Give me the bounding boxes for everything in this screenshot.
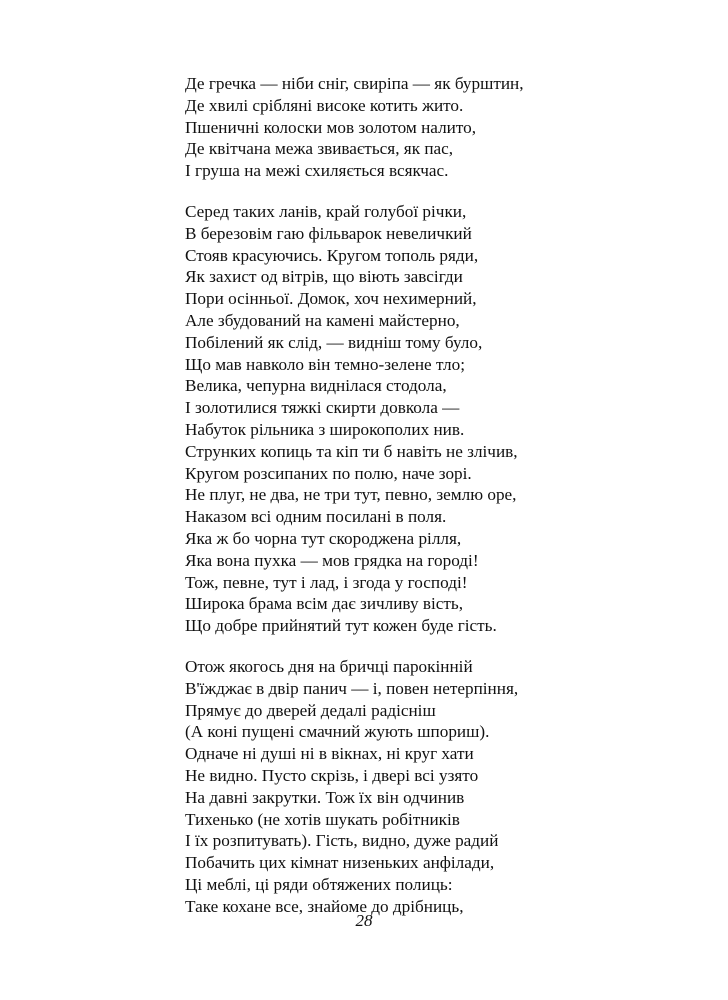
verse-line: Пшеничні колоски мов золотом налито, <box>185 117 477 137</box>
verse-line: Таке кохане все, знайоме до дрібниць, <box>185 896 464 916</box>
verse-line: Кругом розсипаних по полю, наче зорі. <box>185 463 472 483</box>
verse-line: Струнких копиць та кіп ти б навіть не злічив, <box>185 441 518 461</box>
verse-line: Отож якогось дня на бричці парокінній <box>185 656 473 676</box>
verse-line: Пори осінньої. Домок, хоч нехимерний, <box>185 289 477 309</box>
verse-line: Тож, певне, тут і лад, і згода у господі! <box>185 572 468 592</box>
verse-line: Яка ж бо чорна тут скороджена рілля, <box>185 528 462 548</box>
verse-line: На давні закрутки. Тож їх він одчинив <box>185 787 465 807</box>
verse-line: (А коні пущені смачний жують шпориш). <box>185 722 490 742</box>
verse-line: Де хвилі сріблянi високе котить жито. <box>185 95 464 115</box>
verse-line: І золотилися тяжкі скирти довкола — <box>185 398 460 418</box>
verse-line: Побілений як слід, — видніш тому було, <box>185 332 483 352</box>
verse-line: Яка вона пухка — мов грядка на городі! <box>185 550 479 570</box>
verse-line: Побачить цих кімнат низеньких анфілади, <box>185 853 495 873</box>
verse-line: Не плуг, не два, не три тут, певно, землю оре, <box>185 485 517 505</box>
verse-line: Стояв красуючись. Кругом тополь ряди, <box>185 245 479 265</box>
poem-text <box>185 73 685 917</box>
verse-line: І їх розпитувать). Гість, видно, дуже радий <box>185 831 499 851</box>
verse-line: Де гречка — ніби сніг, свиріпа — як бурштин, <box>185 74 524 93</box>
page-number: 28 <box>355 911 373 930</box>
verse-line: Що мав навколо він темно-зелене тло; <box>185 354 465 374</box>
verse-line: Де квітчана межа звивається, як пас, <box>185 139 454 159</box>
verse-line: Серед таких ланів, край голубої річки, <box>185 201 467 221</box>
verse-line: І груша на межі схиляється всякчас. <box>185 161 449 181</box>
verse-line: Одначе ні душі ні в вікнах, ні круг хати <box>185 744 474 764</box>
stanza <box>185 73 685 182</box>
verse-line: Не видно. Пусто скрізь, і двері всі узято <box>185 765 479 785</box>
verse-line: Ці меблі, ці ряди обтяжених полиць: <box>185 874 453 894</box>
verse-line: Наказом всі одним посилані в поля. <box>185 507 447 527</box>
verse-line: В березовім гаю фільварок невеличкий <box>185 223 472 243</box>
stanza <box>185 201 685 637</box>
verse-line: Прямує до дверей дедалі радісніш <box>185 700 436 720</box>
verse-line: Але збудований на камені майстерно, <box>185 310 460 330</box>
verse-line: В'їжджає в двір панич — і, повен нетерпіння, <box>185 678 519 698</box>
stanza <box>185 656 685 918</box>
verse-line: Велика, чепурна виднілася стодола, <box>185 376 447 396</box>
verse-line: Набуток рільника з широкополих нив. <box>185 419 465 439</box>
verse-line: Тихенько (не хотів шукать робітників <box>185 809 460 829</box>
verse-line: Як захист од вітрів, що віють завсігди <box>185 267 463 287</box>
verse-line: Широка брама всім дає зичливу вість, <box>185 594 464 614</box>
verse-line: Що добре прийнятий тут кожен буде гість. <box>185 616 497 636</box>
